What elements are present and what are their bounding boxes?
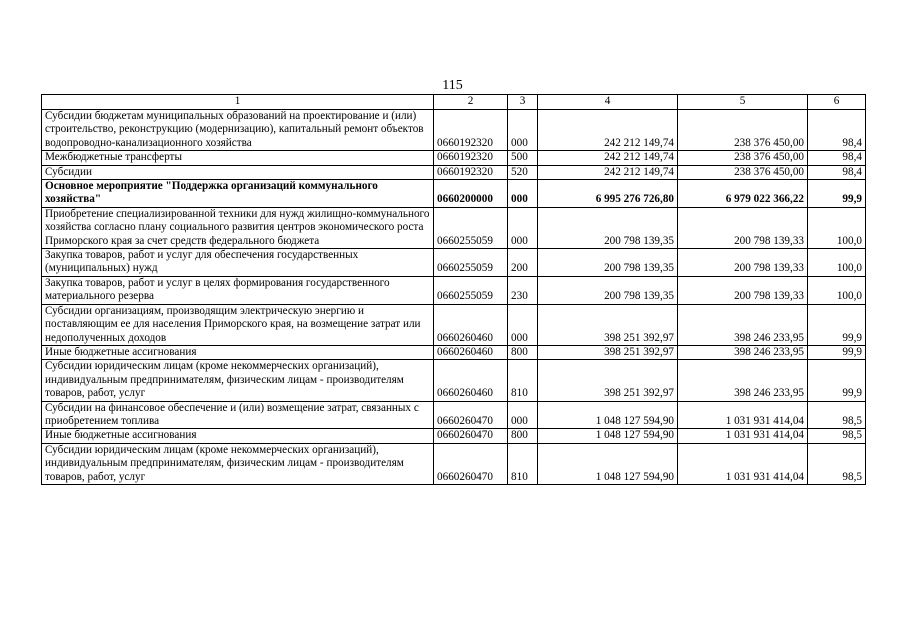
row-percent-cell: 100,0 [808,207,866,248]
row-percent-cell: 100,0 [808,249,866,277]
page-number: 115 [442,78,463,93]
row-planned-amount-cell: 242 212 149,74 [538,110,678,151]
budget-execution-table [41,94,866,485]
row-actual-amount-cell: 238 376 450,00 [678,165,808,179]
row-actual-amount-cell: 398 246 233,95 [678,304,808,345]
table-row [42,345,866,359]
row-code-cell: 0660255059 [434,207,508,248]
table-row [42,304,866,345]
row-expense-type-cell: 800 [508,345,538,359]
table-row [42,249,866,277]
row-name-cell: Основное мероприятие "Поддержка организаций коммунального хозяйства" [42,180,434,208]
row-expense-type-cell: 000 [508,110,538,151]
row-planned-amount-cell: 1 048 127 594,90 [538,443,678,484]
row-actual-amount-cell: 200 798 139,33 [678,276,808,304]
row-name-cell: Межбюджетные трансферты [42,151,434,165]
row-actual-amount-cell: 238 376 450,00 [678,151,808,165]
row-planned-amount-cell: 398 251 392,97 [538,345,678,359]
row-expense-type-cell: 520 [508,165,538,179]
row-percent-cell: 98,4 [808,110,866,151]
row-expense-type-cell: 000 [508,304,538,345]
row-name-cell: Субсидии бюджетам муниципальных образований на проектирование и (или) строительство, реконструкцию (модернизацию), капитальный ремонт объектов водопроводно-канализационного хозяйства [42,110,434,151]
row-actual-amount-cell: 398 246 233,95 [678,360,808,401]
row-percent-cell: 98,4 [808,165,866,179]
table-row [42,429,866,443]
row-planned-amount-cell: 200 798 139,35 [538,276,678,304]
column-number-row [42,95,866,110]
row-expense-type-cell: 800 [508,429,538,443]
row-actual-amount-cell: 238 376 450,00 [678,110,808,151]
row-name-cell: Иные бюджетные ассигнования [42,345,434,359]
table-row [42,180,866,208]
column-header-4: 4 [538,95,678,110]
row-actual-amount-cell: 398 246 233,95 [678,345,808,359]
table-row [42,151,866,165]
row-actual-amount-cell: 1 031 931 414,04 [678,429,808,443]
row-actual-amount-cell: 200 798 139,33 [678,249,808,277]
row-name-cell: Субсидии [42,165,434,179]
row-code-cell: 0660192320 [434,151,508,165]
row-expense-type-cell: 230 [508,276,538,304]
row-planned-amount-cell: 398 251 392,97 [538,304,678,345]
column-header-3: 3 [508,95,538,110]
row-planned-amount-cell: 6 995 276 726,80 [538,180,678,208]
table-row [42,443,866,484]
row-percent-cell: 98,4 [808,151,866,165]
row-actual-amount-cell: 1 031 931 414,04 [678,401,808,429]
table-row [42,360,866,401]
table-row [42,276,866,304]
row-actual-amount-cell: 1 031 931 414,04 [678,443,808,484]
row-percent-cell: 99,9 [808,345,866,359]
row-code-cell: 0660260470 [434,429,508,443]
row-name-cell: Закупка товаров, работ и услуг в целях формирования государственного материального резерва [42,276,434,304]
row-name-cell: Приобретение специализированной техники для нужд жилищно-коммунального хозяйства согласно плану социального развития центров экономического роста Приморского края за счет средств федерального бюджета [42,207,434,248]
row-code-cell: 0660260470 [434,401,508,429]
row-code-cell: 0660260460 [434,360,508,401]
row-expense-type-cell: 810 [508,443,538,484]
row-actual-amount-cell: 6 979 022 366,22 [678,180,808,208]
row-planned-amount-cell: 200 798 139,35 [538,249,678,277]
row-percent-cell: 99,9 [808,180,866,208]
row-planned-amount-cell: 1 048 127 594,90 [538,401,678,429]
row-percent-cell: 98,5 [808,401,866,429]
row-percent-cell: 99,9 [808,360,866,401]
table-row [42,207,866,248]
row-code-cell: 0660255059 [434,249,508,277]
table-row [42,401,866,429]
row-code-cell: 0660192320 [434,110,508,151]
row-actual-amount-cell: 200 798 139,33 [678,207,808,248]
row-code-cell: 0660255059 [434,276,508,304]
row-expense-type-cell: 200 [508,249,538,277]
row-percent-cell: 100,0 [808,276,866,304]
row-code-cell: 0660260460 [434,304,508,345]
column-header-6: 6 [808,95,866,110]
row-expense-type-cell: 000 [508,401,538,429]
row-percent-cell: 98,5 [808,443,866,484]
row-percent-cell: 98,5 [808,429,866,443]
row-planned-amount-cell: 242 212 149,74 [538,151,678,165]
row-percent-cell: 99,9 [808,304,866,345]
row-planned-amount-cell: 1 048 127 594,90 [538,429,678,443]
column-header-1: 1 [42,95,434,110]
row-planned-amount-cell: 398 251 392,97 [538,360,678,401]
row-code-cell: 0660192320 [434,165,508,179]
row-name-cell: Иные бюджетные ассигнования [42,429,434,443]
table-body [42,110,866,485]
row-code-cell: 0660200000 [434,180,508,208]
row-name-cell: Субсидии юридическим лицам (кроме некоммерческих организаций), индивидуальным предпринимателям, физическим лицам - производителям товаров, работ, услуг [42,360,434,401]
row-expense-type-cell: 000 [508,180,538,208]
row-expense-type-cell: 500 [508,151,538,165]
row-name-cell: Субсидии юридическим лицам (кроме некоммерческих организаций), индивидуальным предпринимателям, физическим лицам - производителям товаров, работ, услуг [42,443,434,484]
table-row [42,165,866,179]
row-code-cell: 0660260460 [434,345,508,359]
table-row [42,110,866,151]
row-planned-amount-cell: 242 212 149,74 [538,165,678,179]
column-header-2: 2 [434,95,508,110]
row-planned-amount-cell: 200 798 139,35 [538,207,678,248]
row-expense-type-cell: 000 [508,207,538,248]
row-name-cell: Субсидии организациям, производящим электрическую энергию и поставляющим ее для населения Приморского края, на возмещение затрат или недополученных доходов [42,304,434,345]
row-name-cell: Субсидии на финансовое обеспечение и (или) возмещение затрат, связанных с приобретением топлива [42,401,434,429]
column-header-5: 5 [678,95,808,110]
row-name-cell: Закупка товаров, работ и услуг для обеспечения государственных (муниципальных) нужд [42,249,434,277]
row-code-cell: 0660260470 [434,443,508,484]
row-expense-type-cell: 810 [508,360,538,401]
